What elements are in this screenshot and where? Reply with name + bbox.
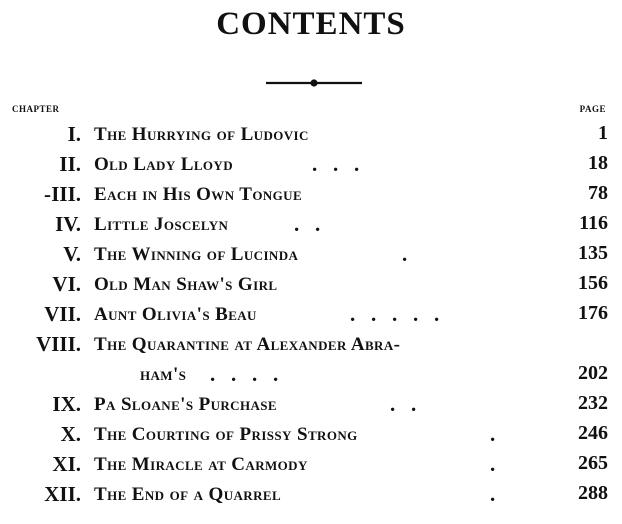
dot-leader: . bbox=[490, 422, 496, 446]
page-number: 265 bbox=[578, 452, 608, 474]
chapter-title: The Quarantine at Alexander Abra- bbox=[94, 334, 401, 355]
chapter-number: II. bbox=[59, 152, 81, 176]
toc-row-continuation[interactable] bbox=[0, 362, 622, 392]
chapter-number: XI. bbox=[52, 452, 81, 476]
toc-row[interactable] bbox=[0, 182, 622, 212]
toc-row[interactable] bbox=[0, 272, 622, 302]
toc-row[interactable] bbox=[0, 122, 622, 152]
toc-row[interactable] bbox=[0, 422, 622, 452]
page-number: 116 bbox=[579, 212, 608, 234]
chapter-title: The End of a Quarrel bbox=[94, 484, 282, 505]
chapter-number: V. bbox=[63, 242, 81, 266]
ornament-rule-icon bbox=[266, 76, 362, 90]
chapter-title: Old Man Shaw's Girl bbox=[94, 274, 278, 295]
toc-row[interactable] bbox=[0, 452, 622, 482]
toc-row[interactable] bbox=[0, 302, 622, 332]
chapter-title: Pa Sloane's Purchase bbox=[94, 394, 277, 415]
page-number: 246 bbox=[578, 422, 608, 444]
toc-row[interactable] bbox=[0, 392, 622, 422]
chapter-title: The Courting of Prissy Strong bbox=[94, 424, 358, 445]
dot-leader: . bbox=[490, 452, 496, 476]
toc-row[interactable] bbox=[0, 212, 622, 242]
page-number: 232 bbox=[578, 392, 608, 414]
toc-row[interactable] bbox=[0, 482, 622, 512]
dot-leader: . . . . bbox=[210, 362, 279, 386]
page-number: 78 bbox=[588, 182, 608, 204]
dot-leader: . . bbox=[390, 392, 417, 416]
page-number: 288 bbox=[578, 482, 608, 504]
chapter-number: VIII. bbox=[36, 332, 81, 356]
chapter-title: Old Lady Lloyd bbox=[94, 154, 234, 175]
chapter-number: IX. bbox=[52, 392, 81, 416]
chapter-title: The Miracle at Carmody bbox=[94, 454, 308, 475]
page-number: 1 bbox=[598, 122, 608, 144]
page-number: 176 bbox=[578, 302, 608, 324]
page-column-header: PAGE bbox=[579, 104, 606, 114]
chapter-number: VI. bbox=[52, 272, 81, 296]
chapter-number: X. bbox=[60, 422, 81, 446]
chapter-column-header: CHAPTER bbox=[12, 104, 60, 114]
chapter-title: The Hurrying of Ludovic bbox=[94, 124, 309, 145]
page-number: 135 bbox=[578, 242, 608, 264]
page-number: 18 bbox=[588, 152, 608, 174]
chapter-number: XII. bbox=[44, 482, 81, 506]
chapter-number: IV. bbox=[55, 212, 81, 236]
chapter-title: Little Joscelyn bbox=[94, 214, 229, 235]
margin-mark: - bbox=[44, 182, 51, 206]
chapter-number: I. bbox=[67, 122, 81, 146]
chapter-title: The Winning of Lucinda bbox=[94, 244, 299, 265]
page-title: CONTENTS bbox=[216, 6, 406, 42]
toc-row[interactable] bbox=[0, 332, 622, 362]
toc-row[interactable] bbox=[0, 242, 622, 272]
dot-leader: . . . bbox=[312, 152, 360, 176]
page-number: 156 bbox=[578, 272, 608, 294]
page-number: 202 bbox=[578, 362, 608, 384]
chapter-title: Each in His Own Tongue bbox=[94, 184, 303, 205]
dot-leader: . . . . . bbox=[350, 302, 440, 326]
chapter-title: Aunt Olivia's Beau bbox=[94, 304, 257, 325]
dot-leader: . . bbox=[294, 212, 321, 236]
dot-leader: . bbox=[402, 242, 408, 266]
chapter-title-continuation: ham's bbox=[140, 364, 187, 385]
chapter-number: VII. bbox=[44, 302, 81, 326]
toc-row[interactable] bbox=[0, 152, 622, 182]
chapter-number: III. bbox=[51, 182, 81, 206]
dot-leader: . bbox=[490, 482, 496, 506]
